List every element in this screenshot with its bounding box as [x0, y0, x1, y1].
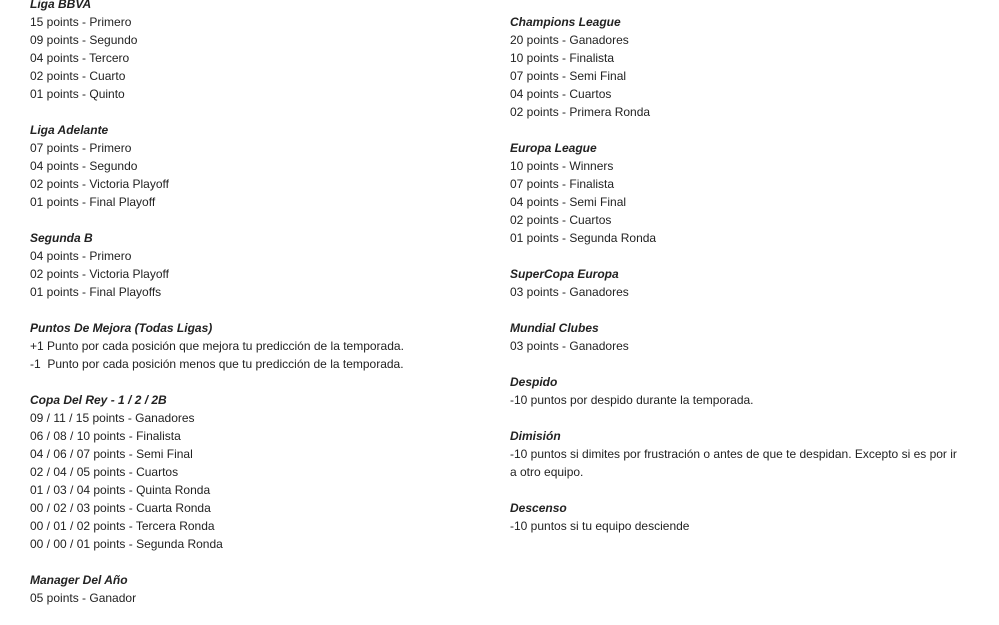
section-title: Manager Del Año — [30, 573, 128, 587]
section-title: Champions League — [510, 15, 621, 29]
section-title: Despido — [510, 375, 558, 389]
points-line: 01 / 03 / 04 points - Quinta Ronda — [30, 483, 211, 497]
points-line: 07 points - Semi Final — [510, 69, 627, 83]
points-line: 07 points - Finalista — [510, 177, 615, 191]
points-line: 00 / 02 / 03 points - Cuarta Ronda — [30, 501, 211, 515]
section-champions-league — [510, 13, 970, 121]
section-title: Descenso — [510, 501, 567, 515]
points-line: a otro equipo. — [510, 465, 584, 479]
points-line: 02 / 04 / 05 points - Cuartos — [30, 465, 179, 479]
section-title: Dimisión — [510, 429, 561, 443]
section-title: Segunda B — [30, 231, 93, 245]
points-line: 04 points - Semi Final — [510, 195, 627, 209]
points-line: 20 points - Ganadores — [510, 33, 629, 47]
points-line: 04 points - Primero — [30, 249, 132, 263]
points-line: 02 points - Victoria Playoff — [30, 177, 169, 191]
section-mundial-clubes — [510, 319, 970, 355]
points-line: -1 Punto por cada posición menos que tu predicción de la temporada. — [30, 357, 404, 371]
section-liga-adelante — [30, 121, 480, 211]
points-line: 02 points - Primera Ronda — [510, 105, 651, 119]
section-title: Europa League — [510, 141, 597, 155]
section-title: Liga BBVA — [30, 0, 92, 11]
left-column — [30, 0, 480, 625]
section-dimision — [510, 427, 970, 481]
points-line: 10 points - Finalista — [510, 51, 615, 65]
points-line: 00 / 00 / 01 points - Segunda Ronda — [30, 537, 223, 551]
points-line: 00 / 01 / 02 points - Tercera Ronda — [30, 519, 215, 533]
section-title: Liga Adelante — [30, 123, 109, 137]
points-line: 04 points - Segundo — [30, 159, 138, 173]
points-line: 09 points - Segundo — [30, 33, 138, 47]
section-europa-league — [510, 139, 970, 247]
points-line: -10 puntos si tu equipo desciende — [510, 519, 690, 533]
points-line: 01 points - Quinto — [30, 87, 125, 101]
points-line: 04 / 06 / 07 points - Semi Final — [30, 447, 193, 461]
section-manager-del-ano — [30, 571, 480, 607]
points-line: 05 points - Ganador — [30, 591, 137, 605]
section-segunda-b — [30, 229, 480, 301]
points-line: 01 points - Final Playoffs — [30, 285, 162, 299]
section-title: SuperCopa Europa — [510, 267, 619, 281]
points-line: 02 points - Cuarto — [30, 69, 126, 83]
points-line: -10 puntos si dimites por frustración o antes de que te despidan. Excepto si es por ir — [510, 447, 957, 461]
points-line: 07 points - Primero — [30, 141, 132, 155]
points-line: 03 points - Ganadores — [510, 285, 629, 299]
section-descenso — [510, 499, 970, 535]
section-despido — [510, 373, 970, 409]
points-line: +1 Punto por cada posición que mejora tu predicción de la temporada. — [30, 339, 404, 353]
points-line: 06 / 08 / 10 points - Finalista — [30, 429, 181, 443]
section-title: Copa Del Rey - 1 / 2 / 2B — [30, 393, 167, 407]
section-title: Puntos De Mejora (Todas Ligas) — [30, 321, 213, 335]
points-line: 10 points - Winners — [510, 159, 614, 173]
points-line: 02 points - Victoria Playoff — [30, 267, 169, 281]
points-line: 01 points - Segunda Ronda — [510, 231, 657, 245]
points-line: 01 points - Final Playoff — [30, 195, 156, 209]
section-title: Mundial Clubes — [510, 321, 599, 335]
section-liga-bbva — [30, 0, 480, 103]
section-supercopa-europa — [510, 265, 970, 301]
right-column — [510, 13, 970, 553]
points-line: 15 points - Primero — [30, 15, 132, 29]
points-line: 04 points - Tercero — [30, 51, 130, 65]
points-line: 04 points - Cuartos — [510, 87, 612, 101]
section-puntos-de-mejora-todas-ligas — [30, 319, 480, 373]
points-line: 09 / 11 / 15 points - Ganadores — [30, 411, 195, 425]
points-line: 02 points - Cuartos — [510, 213, 612, 227]
points-line: 03 points - Ganadores — [510, 339, 629, 353]
points-line: -10 puntos por despido durante la temporada. — [510, 393, 754, 407]
section-copa-del-rey-1-2-2b — [30, 391, 480, 553]
